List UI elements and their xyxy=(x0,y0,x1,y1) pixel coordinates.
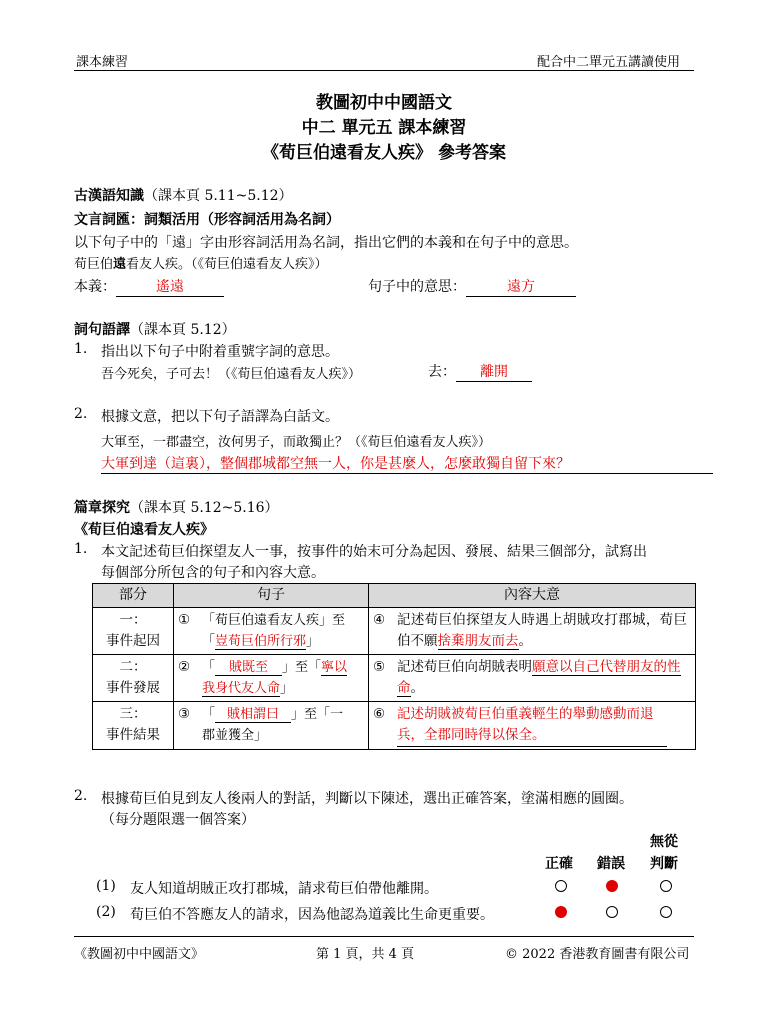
radio-unknown-2[interactable] xyxy=(660,906,672,918)
sentence-cell: ③ 「 賊相謂曰 」至「一郡並獲全」 xyxy=(174,702,369,750)
radio-true-1[interactable] xyxy=(555,880,567,892)
section2-q2-text: 根據文意，把以下句子語譯為白話文。 xyxy=(101,409,339,425)
part-cell: 二： 事件發展 xyxy=(93,655,174,702)
table-row xyxy=(93,702,696,750)
statement-2-text: 荀巨伯不答應友人的請求，因為他認為道義比生命更重要。 xyxy=(130,907,494,923)
footer-rule xyxy=(74,936,694,937)
radio-false-2[interactable] xyxy=(606,906,618,918)
section1-heading: 古漢語知識（課本頁 5.11~5.12） xyxy=(74,188,293,204)
table-header-content: 內容大意 xyxy=(369,584,696,608)
section2-q1-quote: 吾今死矣，子可去！（《荀巨伯遠看友人疾》） xyxy=(101,367,362,382)
col-false: 錯誤 xyxy=(597,856,625,872)
analysis-table xyxy=(92,583,696,750)
sentence-cell: ② 「 賊既至 」至「寧以我身代友人命」 xyxy=(174,655,369,702)
header-rule xyxy=(74,70,694,71)
col-unknown-line1: 無從 xyxy=(650,834,678,850)
orig-meaning-answer: 遙遠 xyxy=(116,276,224,297)
section2-heading: 詞句語譯（課本頁 5.12） xyxy=(74,322,236,338)
section1-quote: 荀巨伯遠看友人疾。（《荀巨伯遠看友人疾》） xyxy=(74,257,328,272)
footer-right: © 2022 香港教育圖書有限公司 xyxy=(505,947,690,962)
section3-subheading: 《荀巨伯遠看友人疾》 xyxy=(74,522,214,538)
table-header-part: 部分 xyxy=(93,584,174,608)
footer-left: 《教圖初中中國語文》 xyxy=(74,947,205,962)
title-line2: 中二 單元五 課本練習 xyxy=(301,118,467,138)
section3-q2-note: （每分題限選一個答案） xyxy=(101,812,255,828)
col-unknown-line2: 判斷 xyxy=(650,856,678,872)
table-header-sentence: 句子 xyxy=(174,584,369,608)
part-cell: 三： 事件結果 xyxy=(93,702,174,750)
statement-2-num: (2) xyxy=(96,904,116,920)
emphasized-char: 遠 xyxy=(113,257,127,272)
title-line3: 《荀巨伯遠看友人疾》 參考答案 xyxy=(262,143,506,163)
table-row xyxy=(93,655,696,702)
section3-heading: 篇章探究（課本頁 5.12~5.16） xyxy=(74,500,279,516)
context-meaning-answer: 遠方 xyxy=(466,276,576,297)
content-cell: ④ 記述荀巨伯探望友人時遇上胡賊攻打郡城，荀巨伯不願捨棄朋友而去。 xyxy=(369,608,696,655)
statement-1-text: 友人知道胡賊正攻打郡城，請求荀巨伯帶他離開。 xyxy=(130,881,438,897)
radio-unknown-1[interactable] xyxy=(660,880,672,892)
col-true: 正確 xyxy=(545,856,573,872)
context-meaning-row: 句子中的意思： 遠方 xyxy=(368,276,576,297)
header-right: 配合中二單元五講讀使用 xyxy=(537,55,681,70)
section2-q2-num: 2. xyxy=(74,406,88,422)
title-line1: 教圖初中中國語文 xyxy=(316,93,452,113)
section1-instruction: 以下句子中的「遠」字由形容詞活用為名詞，指出它們的本義和在句子中的意思。 xyxy=(74,235,578,251)
radio-false-1[interactable] xyxy=(606,880,618,892)
table-header-row xyxy=(93,584,696,608)
header-left: 課本練習 xyxy=(76,55,129,70)
section2-q1-text: 指出以下句子中附着重號字詞的意思。 xyxy=(101,344,339,360)
sentence-cell: ① 「荀巨伯遠看友人疾」至「豈荀巨伯所行邪」 xyxy=(174,608,369,655)
section2-q1-answer-row: 去： 離開 xyxy=(428,361,532,382)
statement-1-num: (1) xyxy=(96,878,116,894)
orig-meaning-row: 本義： 遙遠 xyxy=(74,276,224,297)
section2-q1-answer: 離開 xyxy=(456,361,532,382)
section3-q2-text: 根據荀巨伯見到友人後兩人的對話，判斷以下陳述，選出正確答案，塗滿相應的圓圈。 xyxy=(101,791,633,807)
part-cell: 一： 事件起因 xyxy=(93,608,174,655)
content-cell: ⑤ 記述荀巨伯向胡賊表明願意以自己代替朋友的性命。 xyxy=(369,655,696,702)
section3-q2-num: 2. xyxy=(74,788,88,804)
section2-q2-quote: 大軍至，一郡盡空，汝何男子，而敢獨止？（《荀巨伯遠看友人疾》） xyxy=(101,435,492,450)
content-cell: ⑥ 記述胡賊被荀巨伯重義輕生的舉動感動而退兵，全郡同時得以保全。 xyxy=(369,702,696,750)
section1-subheading: 文言詞匯：詞類活用（形容詞活用為名詞） xyxy=(74,212,340,228)
radio-true-2[interactable] xyxy=(555,906,567,918)
table-row xyxy=(93,608,696,655)
section3-q1-text-line1: 本文記述荀巨伯探望友人一事，按事件的始末可分為起因、發展、結果三個部分，試寫出 xyxy=(101,544,647,560)
section2-q1: 1. xyxy=(74,341,88,357)
footer-center: 第 1 頁，共 4 頁 xyxy=(316,947,415,962)
section2-q2-answer: 大軍到達（這裏），整個郡城都空無一人，你是甚麼人，怎麼敢獨自留下來？ xyxy=(101,453,713,474)
section3-q1-num: 1. xyxy=(74,541,88,557)
section3-q1-text-line2: 每個部分所包含的句子和內容大意。 xyxy=(101,565,325,581)
